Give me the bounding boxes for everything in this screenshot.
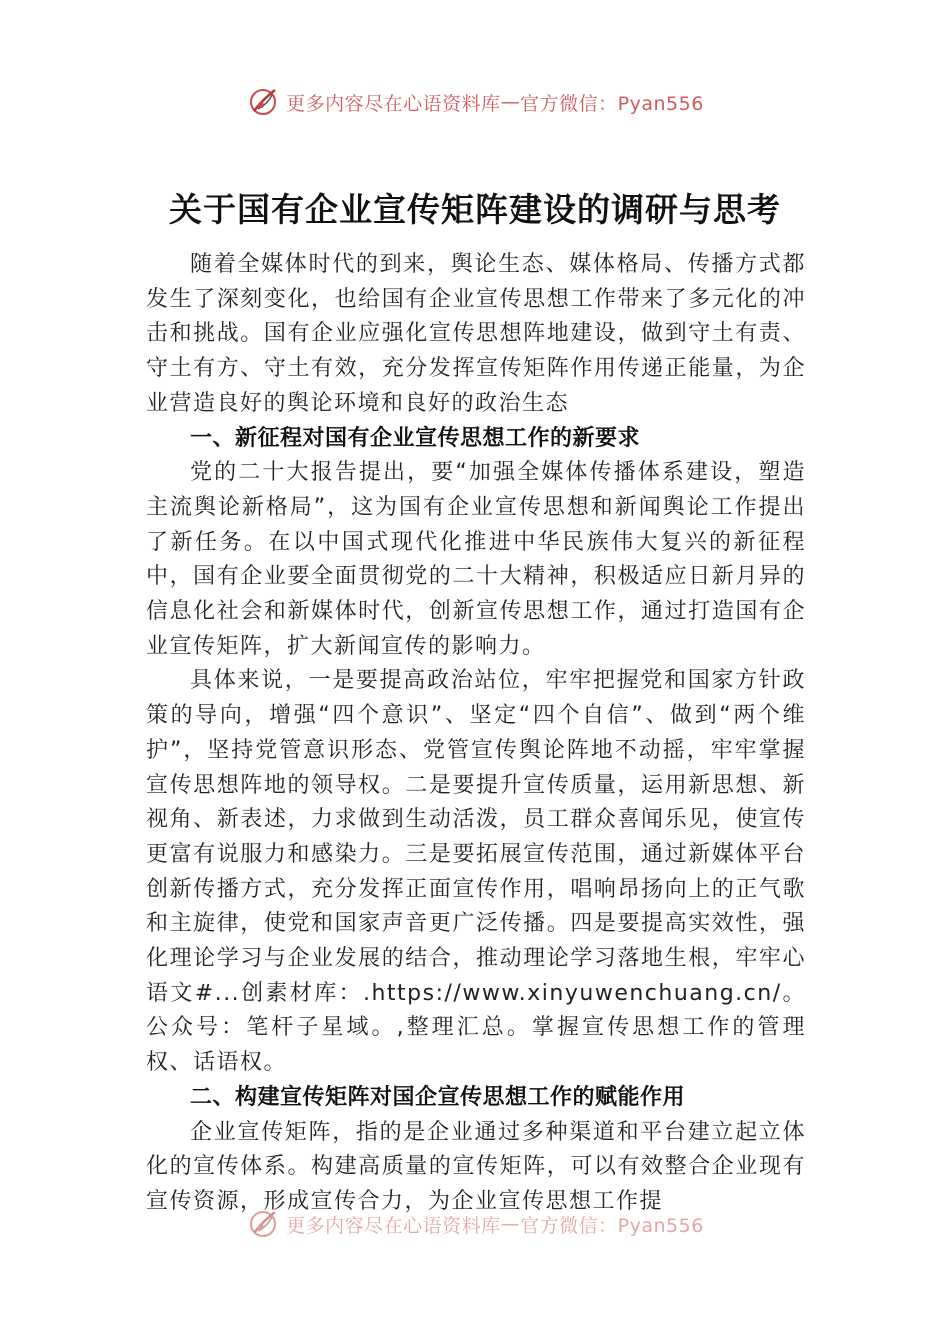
watermark-footer: [0, 1206, 950, 1242]
intro-paragraph: 随着全媒体时代的到来，舆论生态、媒体格局、传播方式都发生了深刻变化，也给国有企业宣传思想工作带来了多元化的冲击和挑战。国有企业应强化宣传思想阵地建设，做到守土有责、守土有方、守土有效，充分发挥宣传矩阵作用传递正能量，为企业营造良好的舆论环境和良好的政治生态: [146, 252, 806, 416]
feather-swirl-logo-icon: [246, 85, 280, 119]
document-body: [146, 248, 806, 1220]
section2-paragraph-1: 企业宣传矩阵，指的是企业通过多种渠道和平台建立起立体化的宣传体系。构建高质量的宣传矩阵，可以有效整合企业现有宣传资源，形成宣传合力，为企业宣传思想工作提: [146, 1119, 806, 1214]
watermark-separator: —: [500, 91, 521, 113]
section1-paragraph-1: 党的二十大报告提出，要“加强全媒体传播体系建设，塑造主流舆论新格局”，这为国有企业宣传思想和新闻舆论工作提出了新任务。在以中国式现代化推进中华民族伟大复兴的新征程中，国有企业要全面贯彻党的二十大精神，积极适应日新月异的信息化社会和新媒体时代，创新宣传思想工作，通过打造国有企业宣传矩阵，扩大新闻宣传的影响力。: [146, 460, 806, 659]
document-title: 关于国有企业宣传矩阵建设的调研与思考: [169, 190, 781, 229]
watermark-wechat: 官方微信：Pyan556: [520, 92, 704, 115]
section-heading-1: 一、新征程对国有企业宣传思想工作的新要求: [190, 425, 641, 451]
section2-paragraph-clip: [146, 1116, 806, 1220]
watermark-text: 更多内容尽在心语资料库: [286, 1214, 501, 1237]
watermark-text: 更多内容尽在心语资料库: [286, 92, 501, 115]
section1-paragraph-2: 具体来说，一是要提高政治站位，牢牢把握党和国家方针政策的导向，增强“四个意识”、坚定“四个自信”、做到“两个维护”，坚持党管意识形态、党管宣传舆论阵地不动摇，牢牢掌握宣传思想阵地的领导权。二是要提升宣传质量，运用新思想、新视角、新表述，力求做到生动活泼，员工群众喜闻乐见，使宣传更富有说服力和感染力。三是要拓展宣传范围，通过新媒体平台创新传播方式，充分发挥正面宣传作用，唱响昂扬向上的正气歌和主旋律，使党和国家声音更广泛传播。四是要提高实效性，强化理论学习与企业发展的结合，推动理论学习落地生根，牢牢心语文#...创素材库：.https://www.xinyuwenchuang.cn/。公众号：笔杆子星域。,整理汇总。掌握宣传思想工作的管理权、话语权。: [146, 668, 806, 1076]
feather-swirl-logo-icon: [246, 1207, 280, 1241]
watermark-wechat: 官方微信：Pyan556: [520, 1214, 704, 1237]
section-heading-2: 二、构建宣传矩阵对国企宣传思想工作的赋能作用: [190, 1084, 686, 1110]
watermark-separator: —: [500, 1213, 521, 1235]
watermark-header: [0, 84, 950, 120]
